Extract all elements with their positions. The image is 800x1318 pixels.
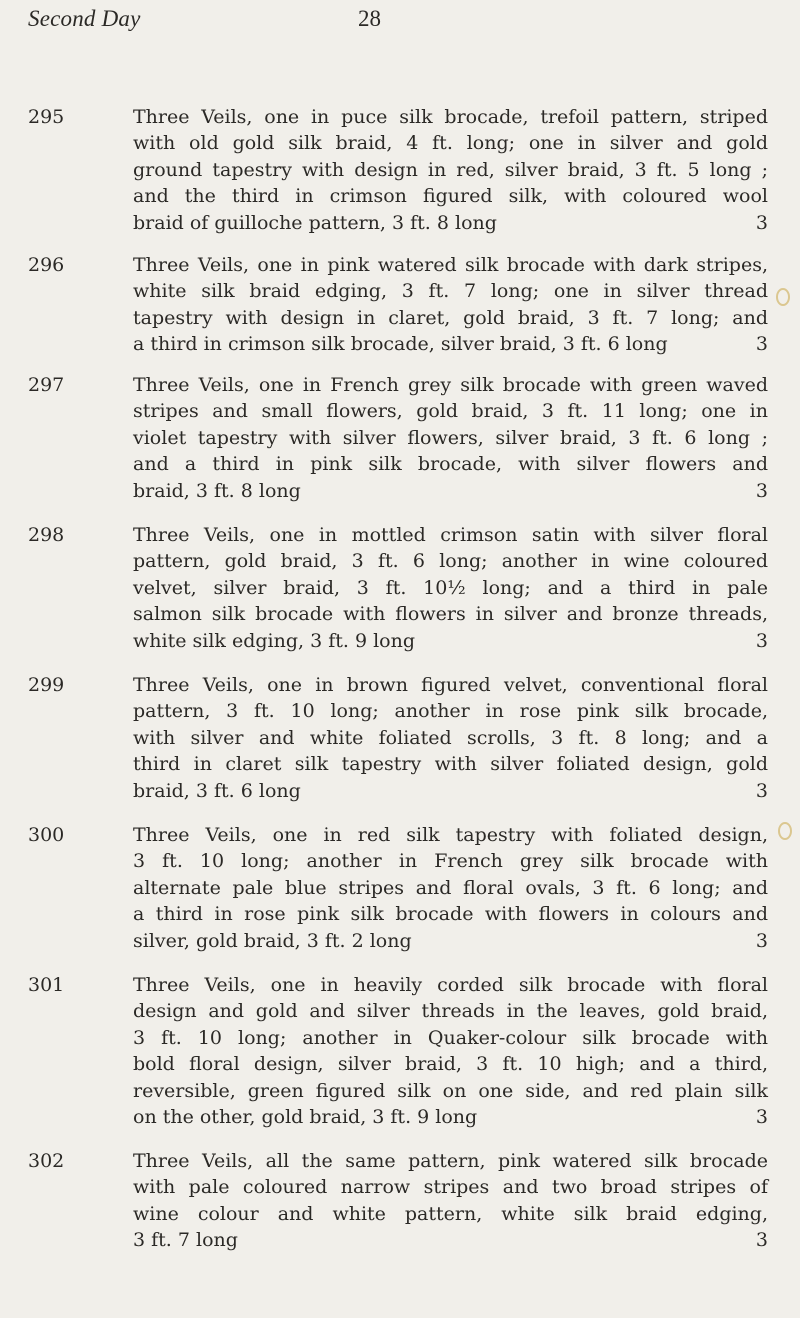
description-text: Three Veils, one in mottled crimson satin with silver floral (133, 524, 768, 546)
description-line (133, 425, 768, 451)
description-line (133, 210, 768, 236)
description-line (133, 751, 768, 777)
lot-description (133, 522, 768, 654)
lot-number: 295 (28, 106, 65, 128)
description-line (133, 875, 768, 901)
description-text: alternate pale blue stripes and floral ovals, 3 ft. 6 long; and (133, 876, 768, 899)
description-line (133, 1201, 768, 1227)
description-line (133, 628, 768, 654)
description-line (133, 451, 768, 477)
description-text: 3 ft. 10 long; another in Quaker-colour silk brocade with (133, 1026, 768, 1049)
description-line (133, 183, 768, 209)
description-line (133, 1148, 768, 1174)
running-header: Second Day (28, 6, 141, 31)
lot-quantity: 3 (755, 479, 768, 502)
description-line (133, 252, 768, 278)
description-text: reversible, green figured silk on one side, and red plain silk (133, 1079, 768, 1102)
description-text: third in claret silk tapestry with silver foliated design, gold (133, 753, 768, 776)
lot-quantity: 3 (755, 1106, 768, 1129)
description-text: Three Veils, one in heavily corded silk brocade with floral (133, 974, 768, 996)
description-line (133, 601, 768, 627)
description-text: with old gold silk braid, 4 ft. long; one in silver and gold (133, 132, 768, 155)
paper-blemish (776, 288, 790, 306)
description-text: Three Veils, one in puce silk brocade, trefoil pattern, striped (133, 106, 768, 128)
lot-description (133, 972, 768, 1130)
description-line (133, 998, 768, 1024)
lot-number: 299 (28, 674, 65, 696)
description-text: design and gold and silver threads in the leaves, gold braid, (133, 1000, 768, 1023)
description-line (133, 1025, 768, 1051)
description-line (133, 725, 768, 751)
lot-number: 296 (28, 254, 65, 276)
description-line (133, 1078, 768, 1104)
description-text: tapestry with design in claret, gold braid, 3 ft. 7 long; and (133, 306, 768, 329)
description-line (133, 398, 768, 424)
description-line (133, 372, 768, 398)
description-text: bold floral design, silver braid, 3 ft. 10 high; and a third, (133, 1053, 768, 1076)
description-text: and the third in crimson figured silk, with coloured wool (133, 185, 768, 208)
lot-number: 300 (28, 824, 65, 846)
description-text: Three Veils, one in pink watered silk brocade with dark stripes, (133, 254, 768, 276)
description-line (133, 698, 768, 724)
description-line (133, 478, 768, 504)
description-text: with silver and white foliated scrolls, 3 ft. 8 long; and a (133, 726, 768, 749)
description-line (133, 1227, 768, 1253)
description-line (133, 1104, 768, 1130)
description-text: on the other, gold braid, 3 ft. 9 long (133, 1106, 478, 1129)
description-text: wine colour and white pattern, white silk braid edging, (133, 1202, 768, 1225)
description-line (133, 1174, 768, 1200)
lot-description (133, 822, 768, 954)
lot-quantity: 3 (755, 333, 768, 356)
description-line (133, 130, 768, 156)
description-line (133, 331, 768, 357)
lot-description (133, 1148, 768, 1254)
description-line (133, 104, 768, 130)
description-line (133, 928, 768, 954)
description-text: a third in crimson silk brocade, silver braid, 3 ft. 6 long (133, 333, 668, 356)
description-text: ground tapestry with design in red, silver braid, 3 ft. 5 long ; (133, 158, 768, 181)
description-text: 3 ft. 10 long; another in French grey silk brocade with (133, 850, 768, 873)
description-line (133, 822, 768, 848)
lot-quantity: 3 (755, 629, 768, 652)
lot-number: 301 (28, 974, 65, 996)
description-text: violet tapestry with silver flowers, silver braid, 3 ft. 6 long ; (133, 426, 768, 449)
description-text: a third in rose pink silk brocade with flowers in colours and (133, 903, 768, 926)
description-text: pattern, gold braid, 3 ft. 6 long; another in wine coloured (133, 550, 768, 573)
lot-description (133, 672, 768, 804)
description-line (133, 848, 768, 874)
description-text: braid, 3 ft. 8 long (133, 479, 301, 502)
lot-number: 298 (28, 524, 65, 546)
description-text: pattern, 3 ft. 10 long; another in rose pink silk brocade, (133, 700, 768, 723)
description-text: Three Veils, all the same pattern, pink watered silk brocade (133, 1150, 768, 1172)
description-text: Three Veils, one in brown figured velvet, conventional floral (133, 674, 768, 696)
description-text: silver, gold braid, 3 ft. 2 long (133, 929, 412, 952)
description-text: velvet, silver braid, 3 ft. 10½ long; and a third in pale (133, 576, 768, 599)
lot-quantity: 3 (755, 211, 768, 234)
description-text: Three Veils, one in French grey silk brocade with green waved (133, 374, 768, 396)
description-line (133, 672, 768, 698)
description-text: white silk edging, 3 ft. 9 long (133, 629, 415, 652)
lot-number: 302 (28, 1150, 65, 1172)
lot-description (133, 252, 768, 358)
description-text: salmon silk brocade with flowers in silver and bronze threads, (133, 603, 768, 626)
lot-description (133, 104, 768, 236)
description-line (133, 1051, 768, 1077)
description-line (133, 575, 768, 601)
description-text: braid, 3 ft. 6 long (133, 779, 301, 802)
description-text: white silk braid edging, 3 ft. 7 long; one in silver thread (133, 280, 768, 303)
description-text: 3 ft. 7 long (133, 1229, 238, 1252)
description-text: braid of guilloche pattern, 3 ft. 8 long (133, 211, 497, 234)
paper-blemish (778, 822, 792, 840)
lot-description (133, 372, 768, 504)
description-line (133, 522, 768, 548)
lot-quantity: 3 (755, 929, 768, 952)
description-text: Three Veils, one in red silk tapestry with foliated design, (133, 824, 768, 846)
description-line (133, 972, 768, 998)
page-number: 28 (358, 6, 381, 31)
description-line (133, 548, 768, 574)
description-text: stripes and small flowers, gold braid, 3 ft. 11 long; one in (133, 400, 768, 423)
lot-quantity: 3 (755, 1229, 768, 1252)
description-text: with pale coloured narrow stripes and two broad stripes of (133, 1176, 768, 1199)
lot-quantity: 3 (755, 779, 768, 802)
description-text: and a third in pink silk brocade, with silver flowers and (133, 453, 768, 476)
description-line (133, 778, 768, 804)
description-line (133, 278, 768, 304)
description-line (133, 157, 768, 183)
description-line (133, 901, 768, 927)
description-line (133, 305, 768, 331)
lot-number: 297 (28, 374, 65, 396)
